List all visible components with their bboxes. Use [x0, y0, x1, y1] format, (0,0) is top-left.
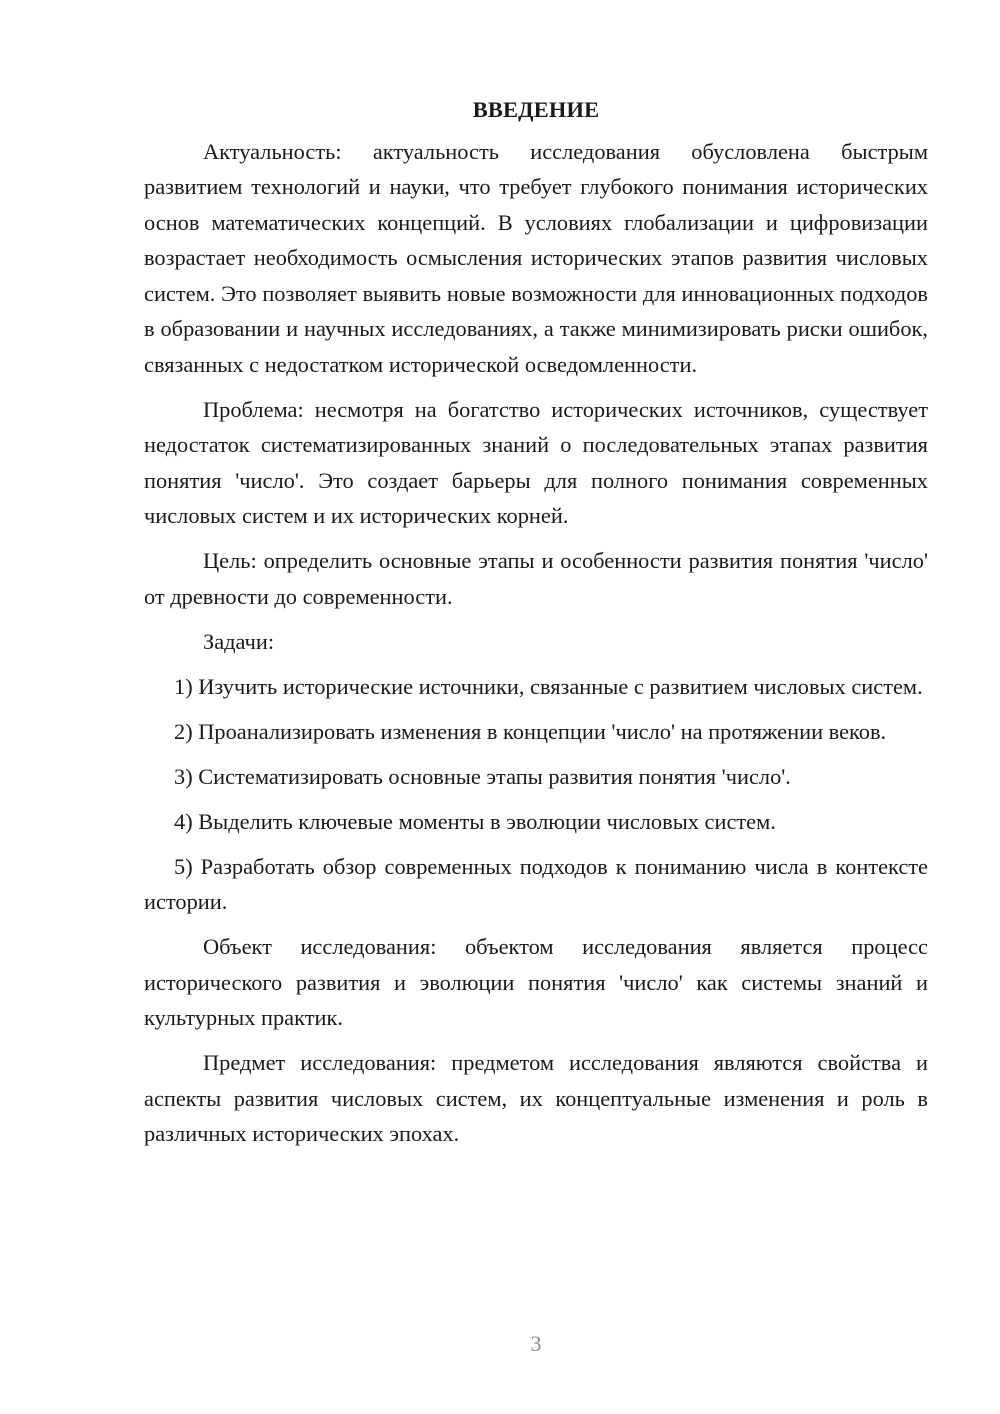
task-item: 1) Изучить исторические источники, связанные с развитием числовых систем.: [174, 673, 923, 699]
tasks-list: [144, 669, 928, 920]
paragraph-goal: Цель: определить основные этапы и особенности развития понятия 'число' от древности до современности.: [144, 548, 928, 609]
paragraph-relevance: Актуальность: актуальность исследования обусловлена быстрым развитием технологий и науки, что требует глубокого понимания исторических основ математических концепций. В условиях глобализации и цифровизации возрастает необходимость осмысления исторических этапов развития числовых систем. Это позволяет выявить новые возможности для инновационных подходов в образовании и научных исследованиях, а также минимизировать риски ошибок, связанных с недостатком исторической осведомленности.: [144, 138, 928, 377]
section-title: ВВЕДЕНИЕ: [472, 97, 600, 122]
paragraph-subject: Предмет исследования: предметом исследования являются свойства и аспекты развития числовых систем, их концептуальные изменения и роль в различных исторических эпохах.: [144, 1050, 928, 1146]
page-number: 3: [530, 1331, 542, 1356]
tasks-label: Задачи:: [203, 628, 275, 654]
paragraph-object: Объект исследования: объектом исследования является процесс исторического развития и эволюции понятия 'число' как системы знаний и культурных практик.: [144, 934, 928, 1030]
task-item: 4) Выделить ключевые моменты в эволюции числовых систем.: [174, 808, 776, 834]
task-item: 3) Систематизировать основные этапы развития понятия 'число'.: [174, 763, 791, 789]
task-item: 5) Разработать обзор современных подходов к пониманию числа в контексте истории.: [144, 853, 928, 914]
paragraph-problem: Проблема: несмотря на богатство исторических источников, существует недостаток систематизированных знаний о последовательных этапах развития понятия 'число'. Это создает барьеры для полного понимания современных числовых систем и их исторических корней.: [144, 396, 928, 528]
page-content: [144, 92, 928, 1161]
task-item: 2) Проанализировать изменения в концепции 'число' на протяжении веков.: [174, 718, 887, 744]
